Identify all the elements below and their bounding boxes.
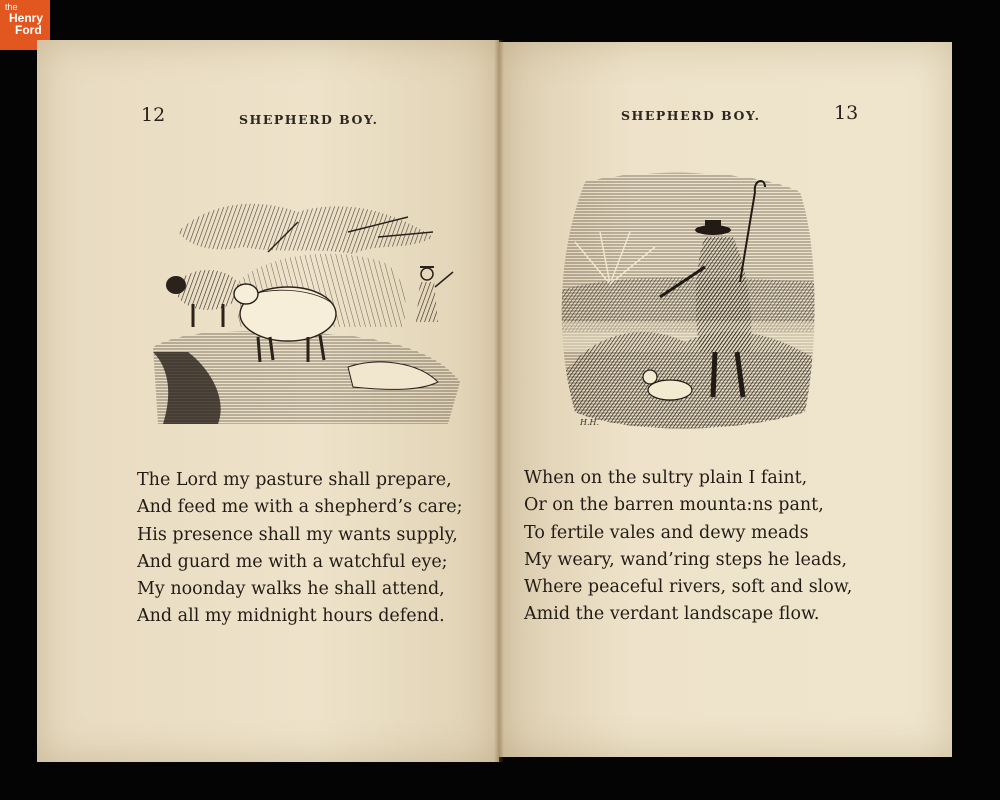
verse-line: Where peaceful rivers, soft and slow,	[524, 577, 853, 598]
book-gutter	[494, 40, 504, 762]
sheep-engraving	[148, 192, 463, 427]
verse-line: And guard me with a watchful eye;	[137, 551, 448, 572]
right-verse	[524, 465, 852, 629]
logo-line-2: Henry	[9, 11, 44, 25]
logo-line-1: the	[5, 2, 18, 12]
verse-line: Amid the verdant landscape flow.	[524, 604, 820, 625]
verse-line: The Lord my pasture shall prepare,	[137, 470, 452, 490]
left-running-head: SHEPHERD BOY.	[239, 112, 379, 127]
verse-line: My weary, wand’ring steps he leads,	[524, 549, 848, 570]
left-verse	[137, 467, 463, 631]
verse-line: Or on the barren mounta:ns pant,	[524, 495, 824, 516]
verse-line: To fertile vales and dewy meads	[524, 522, 809, 543]
right-running-head: SHEPHERD BOY.	[621, 108, 761, 123]
shepherd-engraving	[555, 172, 820, 434]
verse-line: My noonday walks he shall attend,	[137, 579, 445, 600]
verse-line: When on the sultry plain I faint,	[524, 468, 808, 488]
logo-line-3: Ford	[15, 23, 42, 37]
verse-line: His presence shall my wants supply,	[137, 524, 458, 545]
left-page-number: 12	[141, 104, 166, 126]
verse-line: And all my midnight hours defend.	[137, 606, 445, 627]
verse-line: And feed me with a shepherd’s care;	[137, 497, 463, 518]
engraver-signature: H.H.	[580, 418, 600, 427]
right-page-number: 13	[834, 102, 859, 124]
